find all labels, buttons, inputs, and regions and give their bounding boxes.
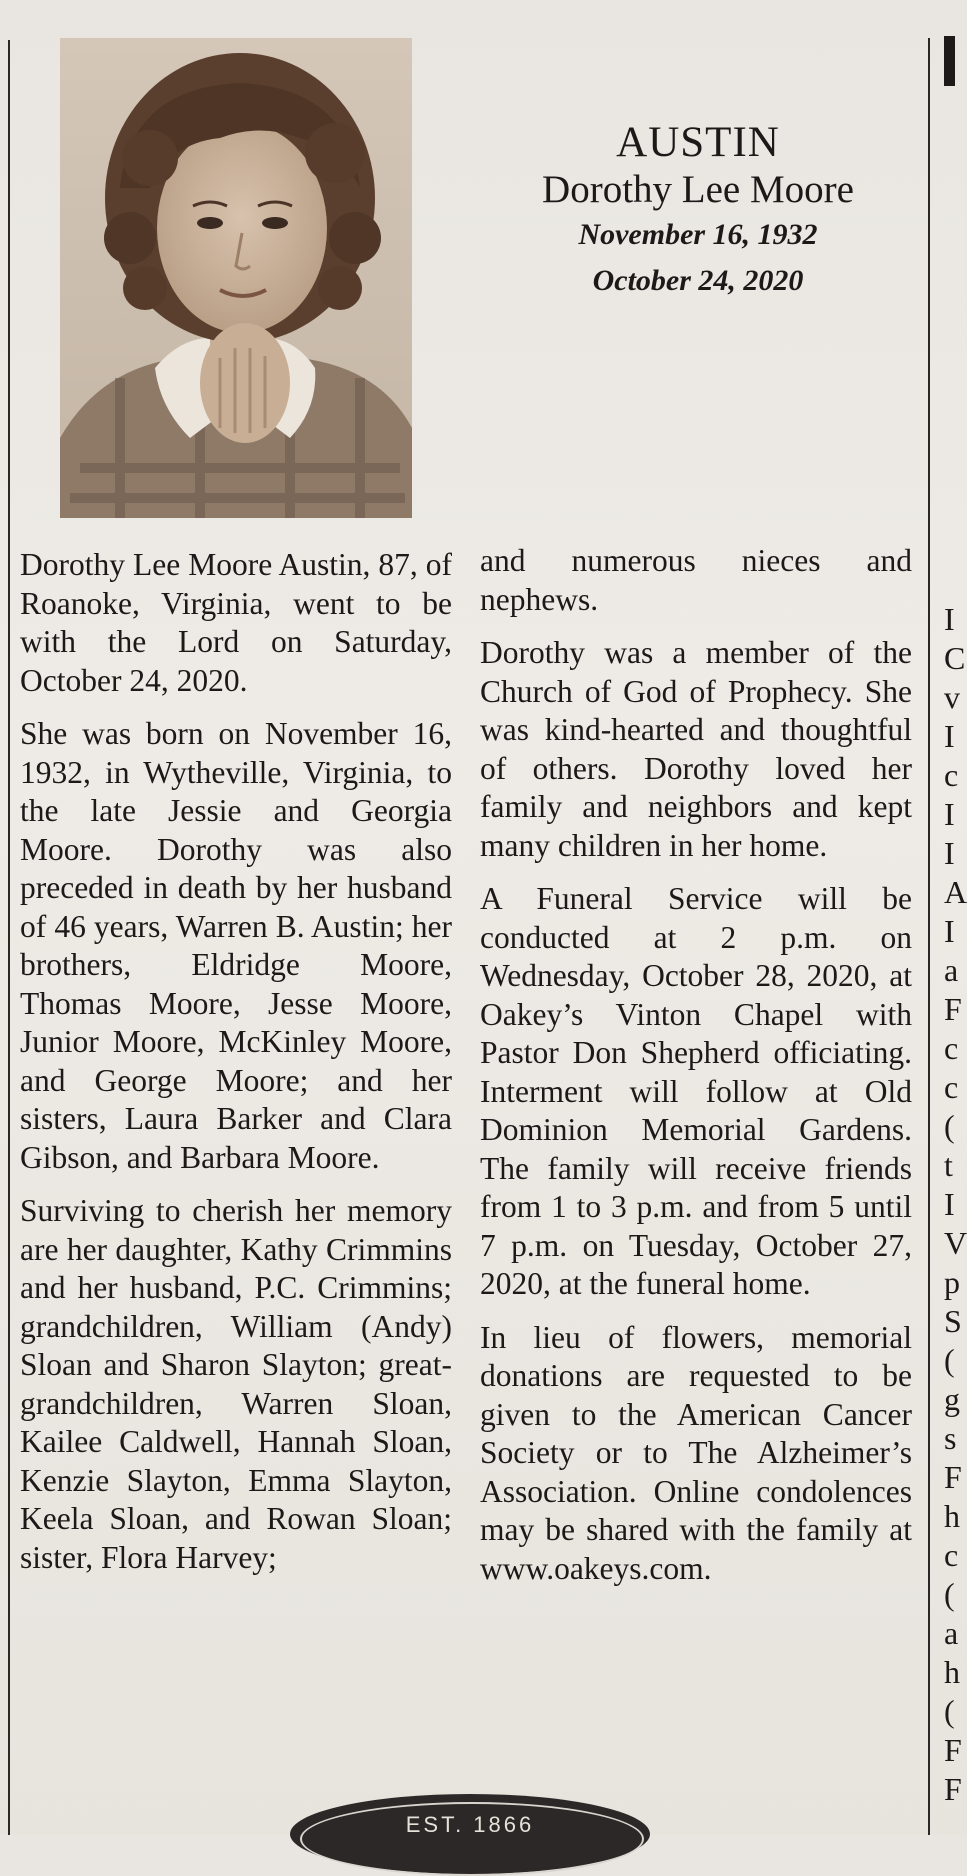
death-date: October 24, 2020: [592, 264, 804, 297]
obituary-column-right: [480, 542, 912, 1603]
adjacent-glyph: v: [944, 679, 960, 715]
adjacent-glyph: (: [944, 1342, 955, 1378]
adjacent-glyph: S: [944, 1303, 962, 1339]
paragraph: and numerous nieces and nephews.: [480, 543, 912, 617]
paragraph: She was born on November 16, 1932, in Wytheville, Virginia, to the late Jessie and Georgia Moore. Dorothy was also preceded in death by her husband of 46 years, Warren B. Austin; her brothers, Eldridge Moore, Thomas Moore, Jesse Moore, Junior Moore, McKinley Moore, and George Moore; and her sisters, Laura Barker and Clara Gibson, and Barbara Moore.: [20, 716, 452, 1175]
adjacent-glyph: I: [944, 835, 955, 871]
adjacent-glyph: h: [944, 1498, 960, 1534]
obituary-header: [460, 118, 936, 304]
adjacent-glyph: I: [944, 718, 955, 754]
column-rule-right: [928, 38, 930, 1835]
adjacent-column-text: [944, 600, 967, 1835]
adjacent-glyph: I: [944, 913, 955, 949]
seal-text: EST. 1866: [405, 1812, 535, 1837]
adjacent-glyph: c: [944, 757, 959, 793]
adjacent-glyph: h: [944, 1654, 960, 1690]
adjacent-glyph: a: [944, 952, 959, 988]
paragraph: In lieu of flowers, memorial donations are requested to be given to the American Cancer Society or to The Alzheimer’s Association. Online condolences may be shared with the family at www.oakeys.com.: [480, 1319, 912, 1586]
adjacent-glyph: F: [944, 1459, 962, 1495]
paragraph: Surviving to cherish her memory are her daughter, Kathy Crimmins and her husband, P.C. Crimmins; grandchildren, William (Andy) Sloan and Sharon Slayton; great-grandchildren, Warren Sloan, Kailee Caldwell, Hannah Sloan, Kenzie Slayton, Emma Slayton, Keela Sloan, and Rowan Sloan; sister, Flora Harvey;: [20, 1193, 452, 1575]
adjacent-glyph: c: [944, 1537, 959, 1573]
adjacent-glyph: g: [944, 1381, 960, 1417]
adjacent-glyph: C: [944, 640, 966, 676]
adjacent-glyph: (: [944, 1108, 955, 1144]
adjacent-glyph: c: [944, 1069, 959, 1105]
adjacent-glyph: V: [944, 1225, 967, 1261]
adjacent-glyph: c: [944, 1030, 959, 1066]
portrait-photo-icon: [60, 38, 412, 518]
adjacent-glyph: t: [944, 1147, 953, 1183]
obituary-full-name: Dorothy Lee Moore: [542, 168, 854, 211]
birth-date: November 16, 1932: [578, 218, 818, 251]
adjacent-glyph: I: [944, 796, 955, 832]
paragraph: Dorothy Lee Moore Austin, 87, of Roanoke, Virginia, went to be with the Lord on Saturday, October 24, 2020.: [20, 547, 452, 698]
adjacent-column-block: [944, 36, 955, 86]
adjacent-glyph: (: [944, 1576, 955, 1612]
adjacent-glyph: F: [944, 1771, 962, 1807]
obituary-column-left: [20, 546, 452, 1592]
paragraph: Dorothy was a member of the Church of God of Prophecy. She was kind-hearted and thoughtful of others. Dorothy loved her family and neighbors and kept many children in her home.: [480, 635, 912, 863]
adjacent-glyph: A: [944, 874, 967, 910]
portrait-photo: [60, 38, 412, 518]
column-rule-left: [8, 40, 10, 1835]
obituary-surname: AUSTIN: [616, 119, 780, 166]
adjacent-glyph: p: [944, 1264, 960, 1300]
adjacent-glyph: F: [944, 991, 962, 1027]
funeral-home-seal: [290, 1794, 650, 1874]
adjacent-glyph: I: [944, 1186, 955, 1222]
adjacent-glyph: (: [944, 1693, 955, 1729]
adjacent-glyph: F: [944, 1732, 962, 1768]
adjacent-glyph: s: [944, 1420, 957, 1456]
adjacent-glyph: a: [944, 1615, 959, 1651]
paragraph: A Funeral Service will be conducted at 2 p.m. on Wednesday, October 28, 2020, at Oakey’s Vinton Chapel with Pastor Don Shepherd officiating. Interment will follow at Old Dominion Memorial Gardens. The family will receive friends from 1 to 3 p.m. and from 5 until 7 p.m. on Tuesday, October 27, 2020, at the funeral home.: [480, 881, 912, 1301]
adjacent-glyph: I: [944, 601, 955, 637]
